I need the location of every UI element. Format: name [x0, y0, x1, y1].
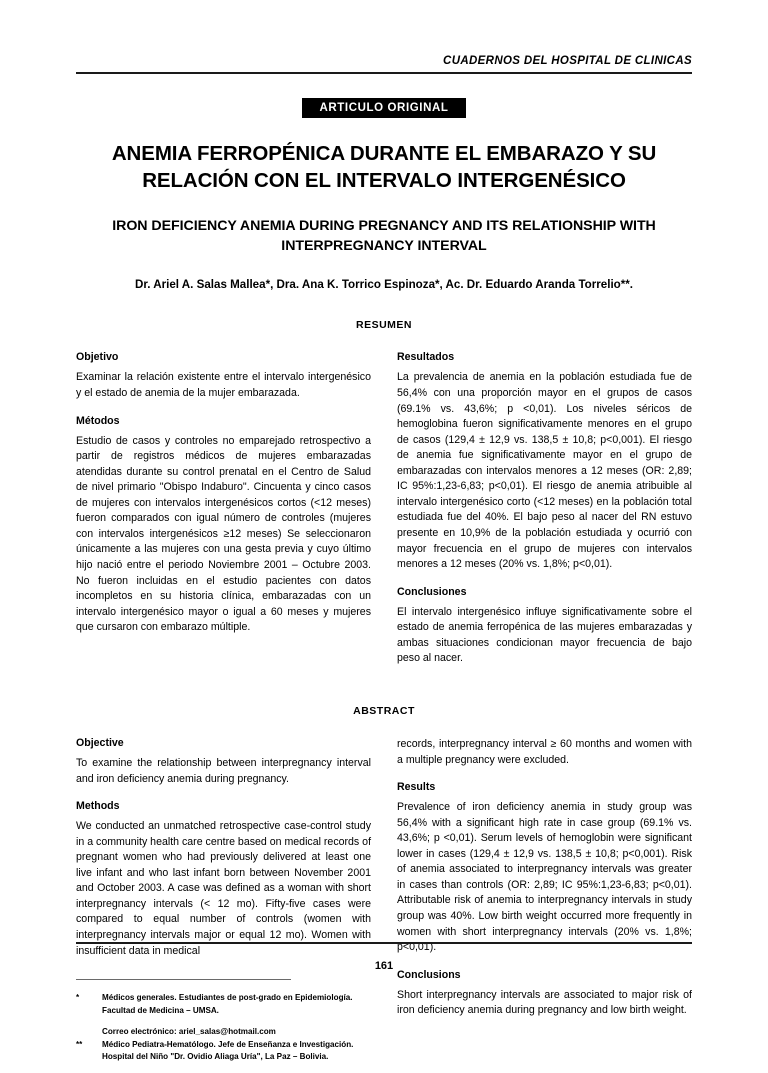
abstract-column-left [76, 737, 371, 1073]
paragraph-resultados: La prevalencia de anemia en la población estudiada fue de 56,4% con una proporción mayor en el grupos de casos (69.1% vs. 43,6%; p <0,01). Los niveles séricos de hemoglobina fueron significativamente menores en el grupo de casos (129,4 ± 12,9 vs. 138,5 ± 10,8; p<0,001). El riesgo de anemia fue significativamente mayor en el grupo de embarazadas con intervalos menores a 12 meses (OR: 2,89; IC 95%:1,23-6,83; p<0,01). El riesgo de anemia atribuible al intervalo intergenésico corto (<12 meses) en la población total estudiada fue del 40%. El bajo peso al nacer del RN estuvo presente en 10,9% de la población estudiada y ocurrió con mayor frecuencia en el grupo de mujeres con intervalos menores a 12 meses (20% vs. 1,8%; p<0,01). [397, 371, 692, 571]
footnote-item [76, 1039, 371, 1064]
footnote-item [76, 1026, 371, 1039]
resumen-column-left [76, 351, 371, 667]
footnote-divider [76, 979, 291, 980]
footnote-text: Médicos generales. Estudiantes de post-grado en Epidemiología. Facultad de Medicina – UMSA. [102, 993, 353, 1015]
subheading-results: Results [397, 781, 436, 794]
paragraph-methods-continued: records, interpregnancy interval ≥ 60 months and women with a multiple pregnancy were excluded. [397, 737, 692, 766]
footnote-item [76, 992, 371, 1017]
page-title: ANEMIA FERROPÉNICA DURANTE EL EMBARAZO Y SU RELACIÓN CON EL INTERVALO INTERGENÉSICO [111, 142, 657, 193]
subheading-conclusions: Conclusions [397, 968, 461, 981]
paragraph-results: Prevalence of iron deficiency anemia in study group was 56,4% with a significant high rate in case group (69.1% vs. 43,6%; p <0,01). Serum levels of hemoglobin were significant lower in cases (129,4 ± 12,9 vs. 138,5 ± 10,8; p<0,001). Risk of anemia associated to interpregnancy intervals was greater in cases than controls (OR: 2,89; IC 95%:1,23-6,83; p<0,01). Attributable risk of anemia to interpregnancy intervals in study group was 40%. Low birth weight occurred more frequently in women with short interpregnancy intervals (20% vs. 1,8%; p<0,01). [397, 801, 692, 954]
paragraph-methods: We conducted an unmatched retrospective case-control study in a community health care centre based on medical records of pregnant women who had previously delivered at least one live infant and who last infant born between November 2001 and October 2003. A case was defined as a woman with short interpregnancy intervals (< 12 mo). Fifty-five cases were compared to equal number of controls (women with interpregnancy intervals major or equal 12 mo). Women with insufficient data in medical [76, 820, 372, 957]
footnotes-block [76, 979, 371, 1064]
subheading-resultados: Resultados [397, 351, 455, 364]
resumen-column-right [397, 351, 692, 667]
subheading-metodos: Métodos [76, 414, 120, 427]
resumen-columns [76, 351, 692, 667]
subheading-conclusiones: Conclusiones [397, 585, 467, 598]
status-badge: ARTICULO ORIGINAL [302, 98, 465, 118]
footnote-marker [76, 1026, 102, 1039]
author-list: Dr. Ariel A. Salas Mallea*, Dra. Ana K. Torrico Espinoza*, Ac. Dr. Eduardo Aranda Torrelio**. [134, 278, 634, 292]
section-heading-resumen: RESUMEN [355, 319, 412, 332]
running-head: CUADERNOS DEL HOSPITAL DE CLINICAS [443, 55, 692, 67]
paragraph-objective: To examine the relationship between interpregnancy interval and iron deficiency anemia during pregnancy. [76, 756, 371, 785]
subheading-objetivo: Objetivo [76, 351, 119, 364]
paragraph-conclusiones: El intervalo intergenésico influye significativamente sobre el estado de anemia ferropénica de las mujeres embarazadas y ambas situaciones condicionan mayor frecuencia de bajo peso al nacer. [397, 605, 692, 665]
article-type-badge-container [76, 98, 692, 118]
paragraph-metodos: Estudio de casos y controles no emparejado retrospectivo a partir de registros médicos de mujeres embarazadas atendidas durante su control prenatal en el Centro de Salud de nivel primario "Obispo Indaburo". Cincuenta y cinco casos de mujeres con intervalos intergenésicos cortos (<12 meses) fueron comparados con igual número de controles (mujeres con intervalos intergenésicos ≥12 meses) Se seleccionaron únicamente a las mujeres con una gesta previa y cuyo último hijo nació entre el periodo Noviembre 2001 – Octubre 2003. No fueron incluidas en el estudio pacientes con datos incompletos en su historia clínica, embarazadas con un intervalo intergenésico mayor o igual a 60 meses y mujeres que cursaron con embarazo múltiple. [76, 434, 371, 634]
page-footer [76, 942, 692, 972]
footnote-text: Médico Pediatra-Hematólogo. Jefe de Enseñanza e Investigación. Hospital del Niño "Dr. Ovidio Aliaga Uría", La Paz – Bolivia. [102, 1039, 354, 1062]
subheading-methods: Methods [76, 800, 120, 813]
footnote-marker: * [76, 993, 80, 1003]
footnote-list [76, 992, 371, 1064]
header-divider [76, 72, 692, 74]
abstract-column-right [397, 737, 692, 1073]
footnote-email[interactable]: Correo electrónico: ariel_salas@hotmail.com [102, 1027, 276, 1037]
footnote-marker: ** [76, 1039, 83, 1049]
paragraph-objetivo: Examinar la relación existente entre el intervalo intergenésico y el estado de anemia de la mujer embarazada. [76, 371, 371, 399]
footer-divider [76, 942, 692, 944]
paragraph-conclusions: Short interpregnancy intervals are associated to major risk of iron deficiency anemia during pregnancy and low birth weight. [397, 988, 692, 1017]
subheading-objective: Objective [76, 736, 124, 749]
abstract-columns [76, 737, 692, 1073]
section-heading-abstract: ABSTRACT [353, 704, 415, 717]
page-number: 161 [374, 960, 394, 972]
page-subtitle-english: IRON DEFICIENCY ANEMIA DURING PREGNANCY AND ITS RELATIONSHIP WITH INTERPREGNANCY INTERVAL [112, 218, 656, 255]
